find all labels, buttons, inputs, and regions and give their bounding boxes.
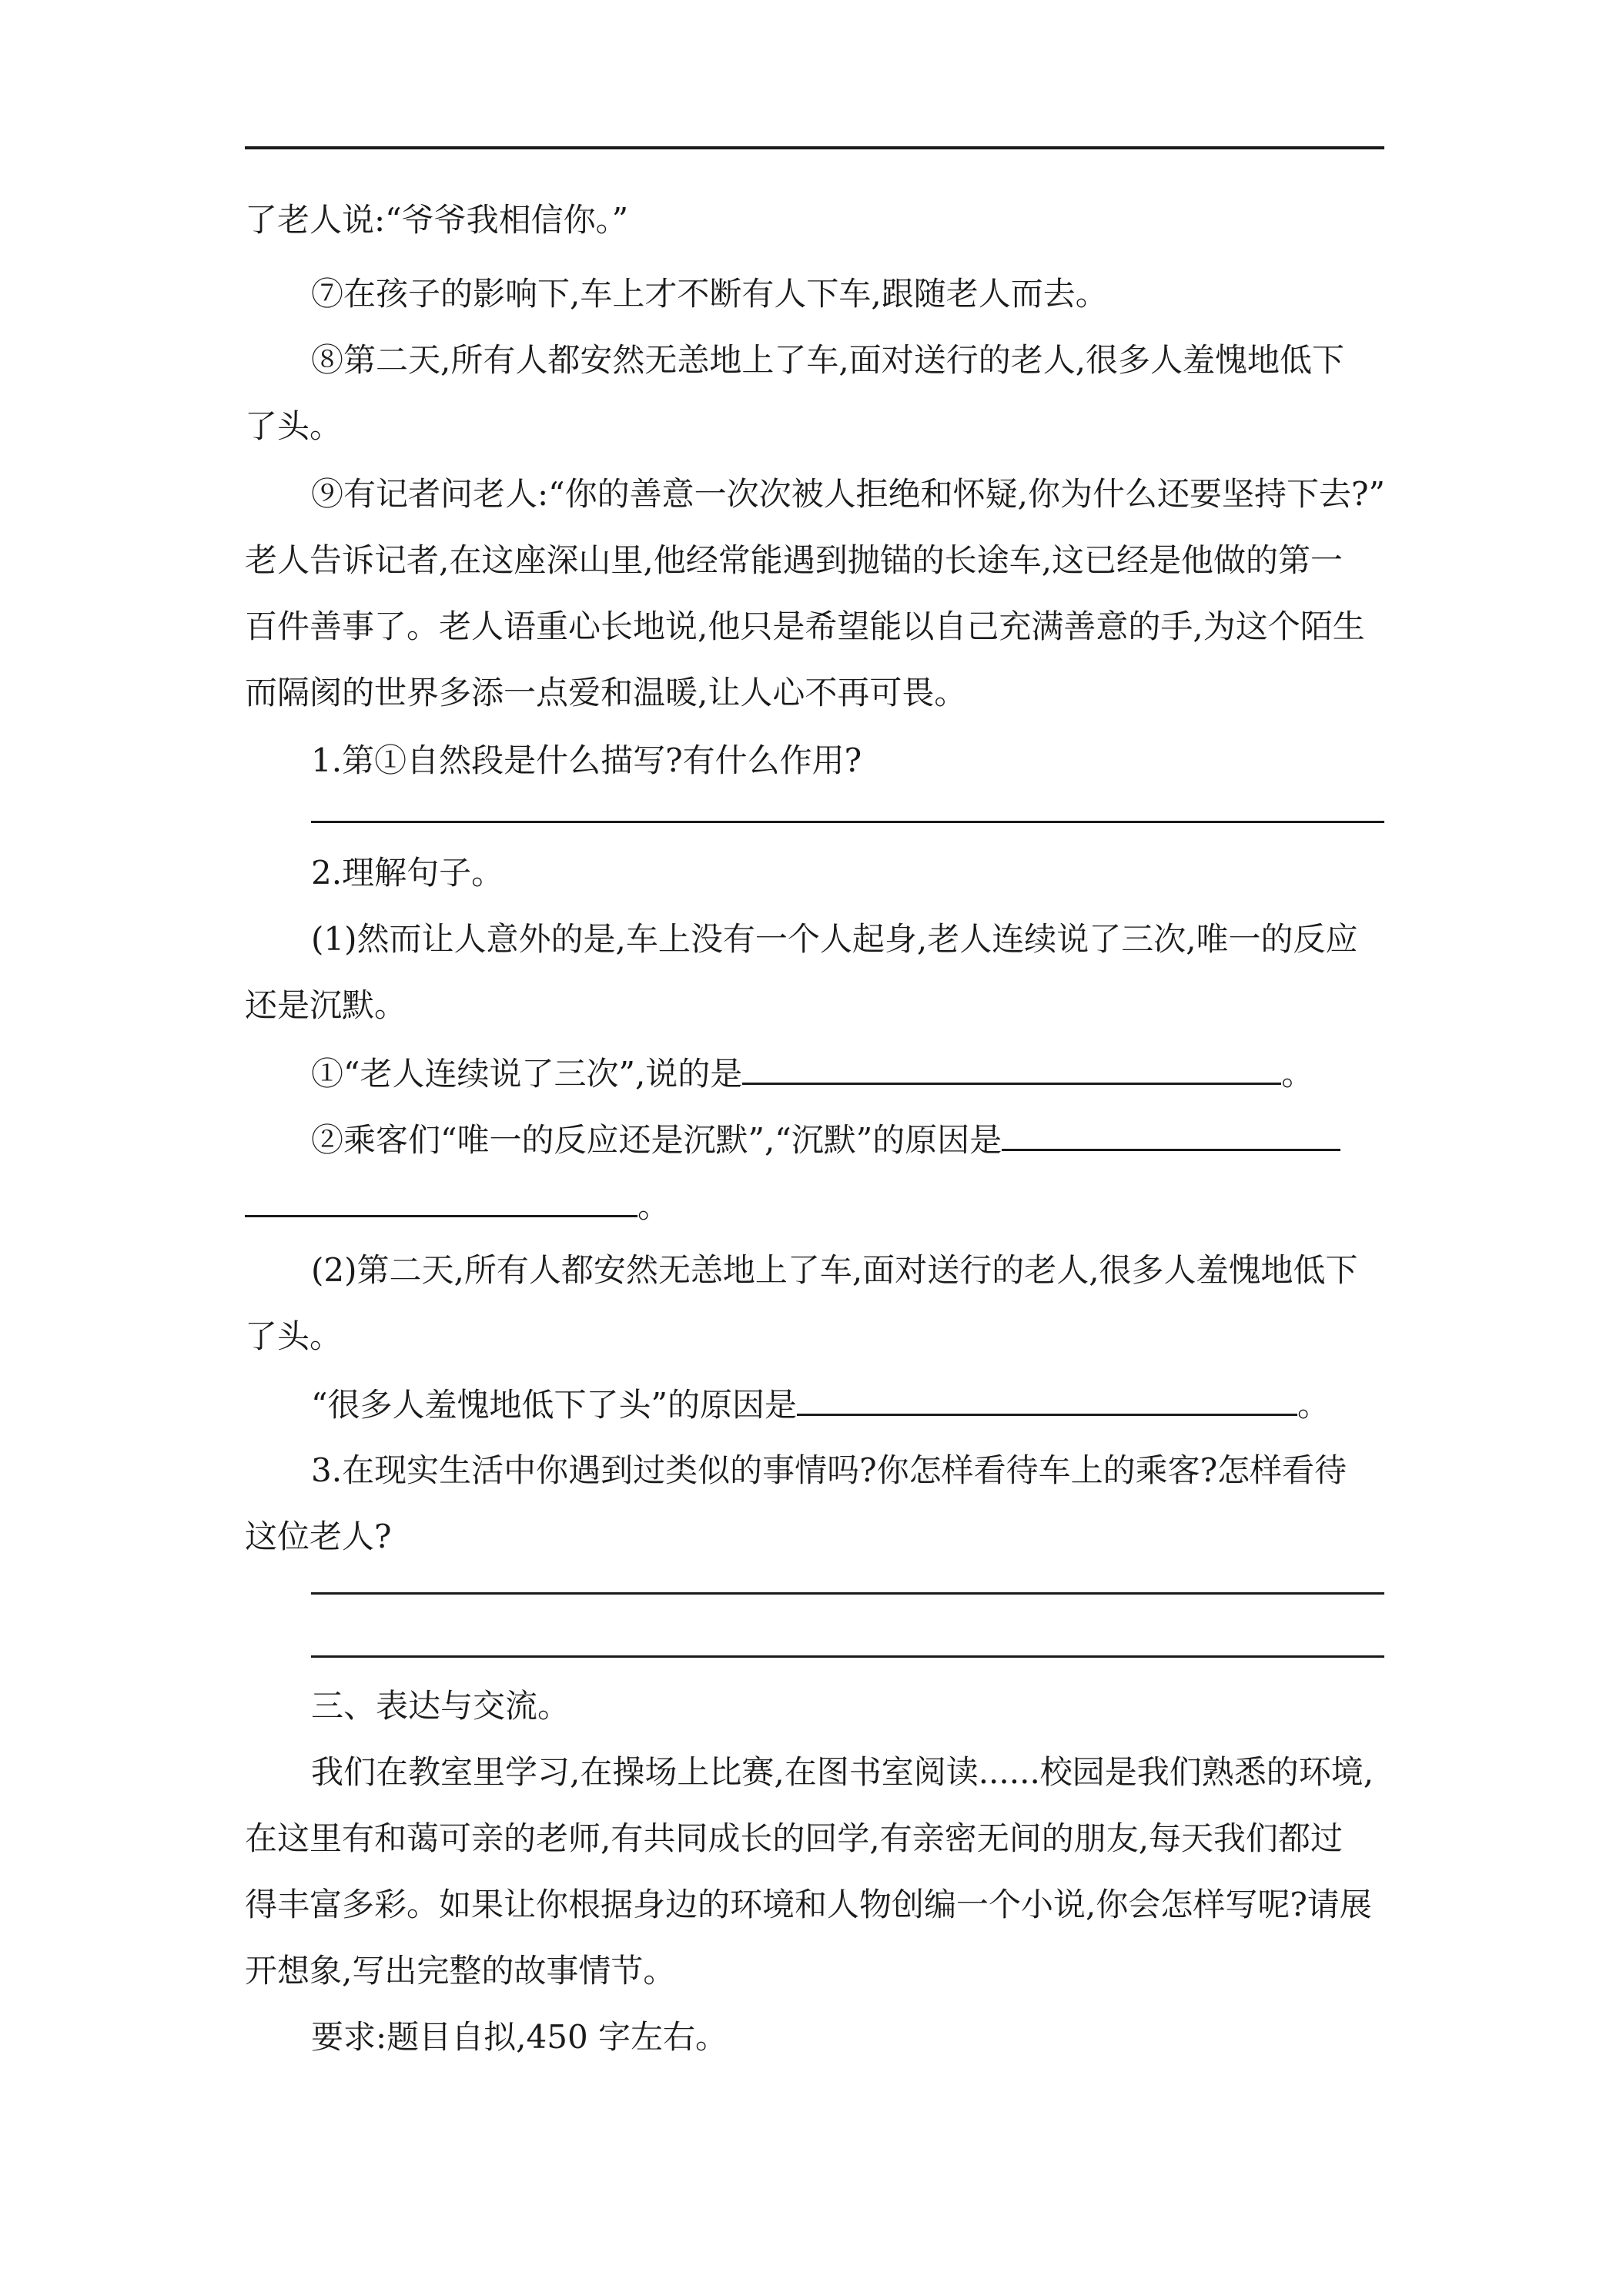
- question-2-1-line-1: (1)然而让人意外的是,车上没有一个人起身,老人连续说了三次,唯一的反应: [311, 920, 1358, 958]
- section-3-heading: 三、表达与交流。: [311, 1687, 571, 1725]
- answer-line-q3-2[interactable]: [311, 1655, 1384, 1658]
- question-3-line-1: 3.在现实生活中你遇到过类似的事情吗?你怎样看待车上的乘客?怎样看待: [311, 1451, 1347, 1489]
- answer-line-q3-1[interactable]: [311, 1592, 1384, 1595]
- answer-blank-q2-2-a[interactable]: [797, 1380, 1297, 1416]
- story-paragraph-8-line-2: 了头。: [245, 407, 343, 445]
- section-3-paragraph-line-2: 在这里有和蔼可亲的老师,有共同成长的回学,有亲密无间的朋友,每天我们都过: [245, 1819, 1344, 1857]
- question-2-2-a-text: “很多人羞愧地低下了头”的原因是: [311, 1386, 797, 1424]
- question-2-1-b-text: ②乘客们“唯一的反应还是沉默”,“沉默”的原因是: [311, 1121, 1002, 1159]
- story-paragraph-9-line-4: 而隔阂的世界多添一点爱和温暖,让人心不再可畏。: [245, 674, 967, 711]
- question-2-1-b: [311, 1115, 1384, 1163]
- story-paragraph-9-line-1: ⑨有记者问老人:“你的善意一次次被人拒绝和怀疑,你为什么还要坚持下去?”: [311, 475, 1385, 513]
- question-3-line-2: 这位老人?: [245, 1518, 392, 1555]
- question-2-2-line-2: 了头。: [245, 1317, 343, 1355]
- section-3-requirement: 要求:题目自拟,450 字左右。: [311, 2018, 728, 2056]
- question-2-1-b-continuation: [245, 1181, 1384, 1230]
- answer-blank-q2-1-b-cont[interactable]: [245, 1181, 637, 1217]
- story-paragraph-9-line-2: 老人告诉记者,在这座深山里,他经常能遇到抛锚的长途车,这已经是他做的第一: [245, 541, 1344, 579]
- question-2-1-a-end: 。: [1281, 1055, 1314, 1093]
- question-2-2-line-1: (2)第二天,所有人都安然无恙地上了车,面对送行的老人,很多人羞愧地低下: [311, 1251, 1358, 1289]
- question-2-title: 2.理解句子。: [311, 854, 504, 892]
- story-paragraph-9-line-3: 百件善事了。老人语重心长地说,他只是希望能以自己充满善意的手,为这个陌生: [245, 607, 1365, 645]
- question-2-2-a: [311, 1380, 1384, 1428]
- question-2-1-line-2: 还是沉默。: [245, 986, 407, 1024]
- question-2-1-b-end: 。: [637, 1187, 671, 1225]
- section-3-paragraph-line-3: 得丰富多彩。如果让你根据身边的环境和人物创编一个小说,你会怎样写呢?请展: [245, 1886, 1372, 1923]
- answer-blank-q2-1-b[interactable]: [1002, 1115, 1340, 1151]
- story-paragraph-8-line-1: ⑧第二天,所有人都安然无恙地上了车,面对送行的老人,很多人羞愧地低下: [311, 341, 1345, 379]
- section-3-paragraph-line-1: 我们在教室里学习,在操场上比赛,在图书室阅读......校园是我们熟悉的环境,: [311, 1753, 1374, 1791]
- header-rule: [245, 146, 1384, 149]
- question-2-1-a: [311, 1049, 1384, 1097]
- question-2-1-a-text: ①“老人连续说了三次”,说的是: [311, 1055, 743, 1093]
- question-1: 1.第①自然段是什么描写?有什么作用?: [311, 741, 862, 779]
- story-paragraph-6-end: 了老人说:“爷爷我相信你。”: [245, 201, 629, 239]
- story-paragraph-7: ⑦在孩子的影响下,车上才不断有人下车,跟随老人而去。: [311, 275, 1108, 313]
- question-2-2-a-end: 。: [1297, 1386, 1330, 1424]
- section-3-paragraph-line-4: 开想象,写出完整的故事情节。: [245, 1952, 676, 1990]
- answer-blank-q2-1-a[interactable]: [742, 1049, 1281, 1085]
- answer-line-q1[interactable]: [311, 821, 1384, 823]
